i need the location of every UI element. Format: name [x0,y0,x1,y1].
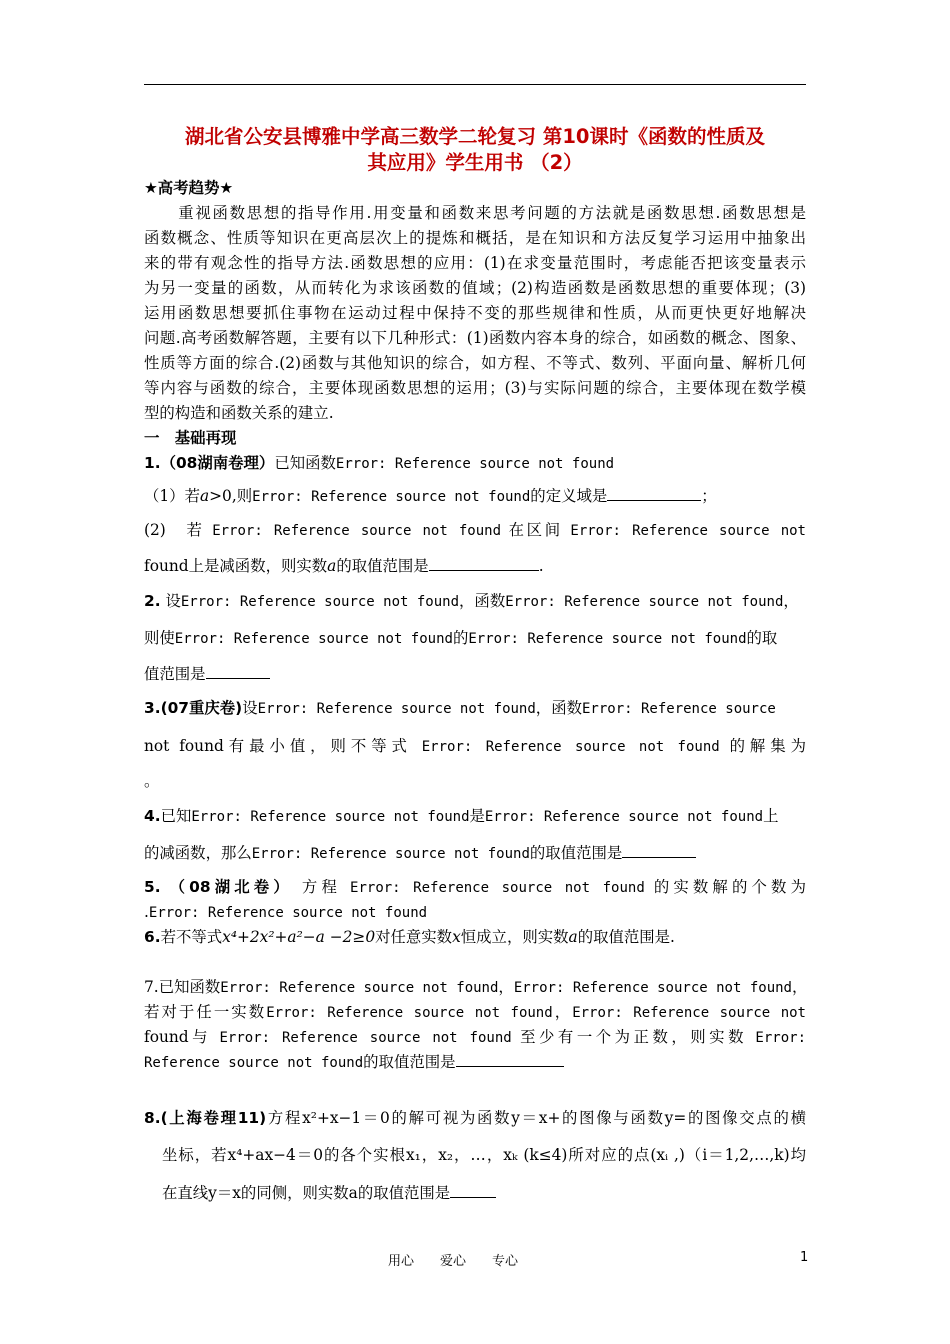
q8-line-3: 在直线y＝x的同侧，则实数a的取值范围是 [162,1181,806,1206]
intro-line-2: 函数概念、性质等知识在更高层次上的提炼和概括，是在知识和方法反复学习运用中抽象出 [144,229,806,247]
intro-line-9: 型的构造和函数关系的建立. [144,404,334,422]
q1-line-3: (2) 若 Error: Reference source not found 在区间 Error: Reference source not [144,521,806,539]
title-line-2: 其应用》学生用书 （2） [367,151,583,174]
q4-line-1: 4.已知Error: Reference source not found是Error: Reference source not found上 [144,807,779,825]
intro-line-6: 问题.高考函数解答题，主要有以下几种形式：(1)函数内容本身的综合，如函数的概念、图象、 [144,329,806,347]
answer-blank [429,556,539,571]
q1-line-4: found上是减函数，则实数a的取值范围是 . [144,557,544,575]
q8-line-2: 坐标，若x⁴+ax−4＝0的各个实根x₁，x₂，…，xₖ (k≤4)所对应的点(xᵢ ,)（i＝1,2,…,k)均 [162,1146,806,1164]
answer-blank [206,664,270,679]
answer-blank [450,1183,496,1198]
q3-line-1: 3.(07重庆卷)设Error: Reference source not found，函数Error: Reference source [144,699,776,717]
answer-blank [622,843,696,858]
q1-number: 1. [144,454,161,472]
q1-source: （08湖南卷理） [160,454,275,472]
intro-line-8: 等内容与函数的综合，主要体现函数思想的运用；(3)与实际问题的综合，主要体现在数学模 [144,379,806,397]
q1-line-1: 1.（08湖南卷理）已知函数Error: Reference source not found [144,454,615,472]
q2-line-3: 值范围是 [144,662,806,687]
q8-line-1: 8.(上海卷理11)方程x²+x−1＝0的解可视为函数y＝x+的图像与函数y=的图像交点的横 [144,1109,806,1127]
q6-line-1: 6.若不等式x⁴+2x²+a²−a −2≥0对任意实数x恒成立，则实数a的取值范围是. [144,928,675,946]
q5-line-1: 5. （08湖北卷） 方程 Error: Reference source not found 的实数解的个数为 [144,878,806,896]
q7-line-4: Reference source not found的取值范围是 [144,1050,806,1076]
q5-line-2: .Error: Reference source not found [144,903,428,921]
intro-line-3: 来的带有观念性的指导方法.函数思想的应用：(1)在求变量范围时，考虑能否把该变量表示 [144,254,806,272]
q3-line-2: not found有最小值，则不等式 Error: Reference source not found 的解集为 [144,737,806,755]
header-rule [144,84,806,85]
q7-line-1: 7.已知函数Error: Reference source not found，Error: Reference source not found， [144,978,808,996]
q4-line-2: 的减函数，那么Error: Reference source not found的取值范围是 [144,841,806,867]
q1-line-2: （1）若a>0,则Error: Reference source not found的定义域是 ； [144,487,717,505]
answer-blank [456,1052,564,1067]
intro-line-1: 重视函数思想的指导作用.用变量和函数来思考问题的方法就是函数思想.函数思想是 [144,204,806,222]
intro-line-5: 运用函数思想要抓住事物在运动过程中保持不变的那些规律和性质，从而更快更好地解决 [144,304,806,322]
q7-line-2: 若对于任一实数Error: Reference source not found，Error: Reference source not [144,1003,806,1021]
page-number: 1 [800,1250,809,1265]
q3-line-3: 。 [144,772,160,790]
footer-motto: 用心 爱心 专心 [388,1254,519,1269]
intro-line-4: 为另一变量的函数，从而转化为求该函数的值域；(2)构造函数是函数思想的重要体现；(3) [144,279,806,297]
q7-line-3: found与 Error: Reference source not found 至少有一个为正数，则实数 Error: [144,1028,806,1046]
section-trend-heading: ★高考趋势★ [144,179,234,197]
q2-line-2: 则使Error: Reference source not found的Error: Reference source not found的取 [144,629,778,647]
title-line-1: 湖北省公安县博雅中学高三数学二轮复习 第10课时《函数的性质及 [185,125,765,148]
intro-line-7: 性质等方面的综合.(2)函数与其他知识的综合，如方程、不等式、数列、平面向量、解析几何 [144,354,806,372]
section-basic-heading: 一 基础再现 [144,429,237,447]
q2-line-1: 2. 设Error: Reference source not found，函数Error: Reference source not found， [144,592,799,610]
answer-blank [607,486,701,501]
